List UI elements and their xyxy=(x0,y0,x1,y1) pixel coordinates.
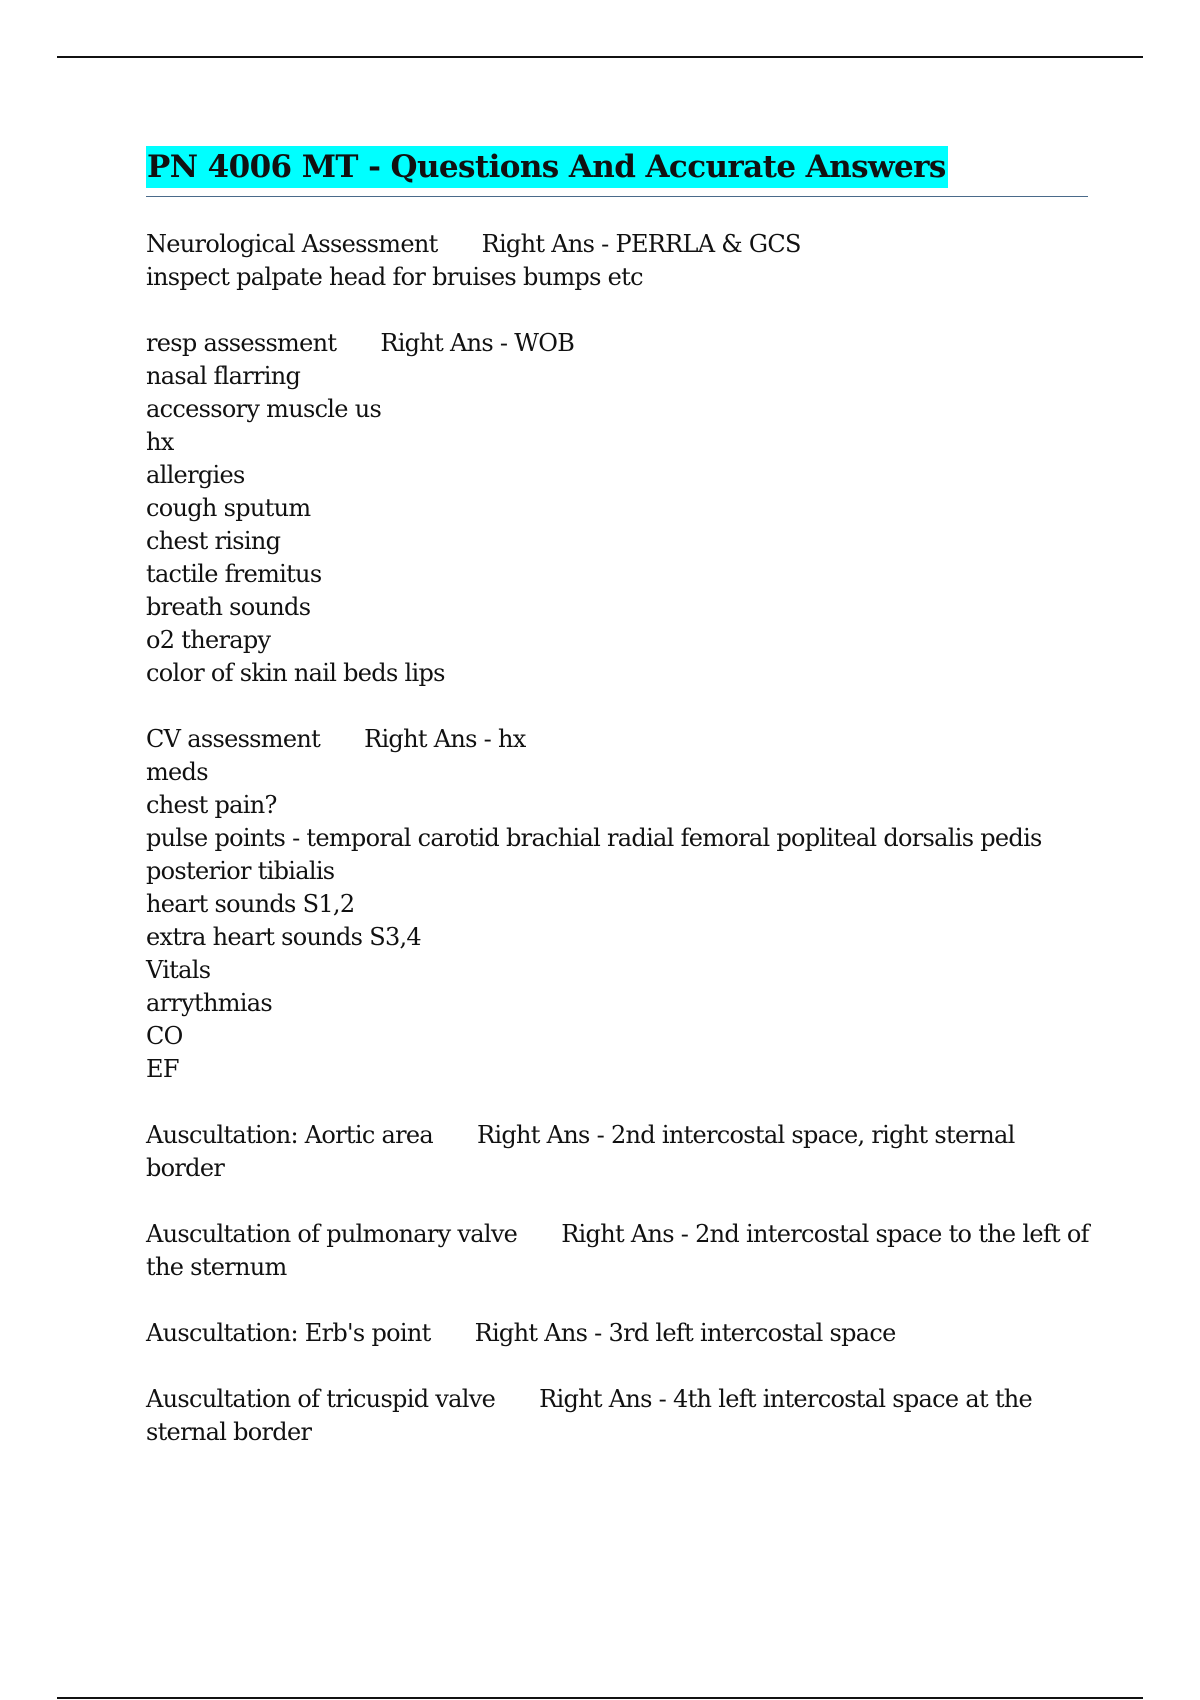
answer-text: 4th left intercostal space at the sternal border xyxy=(146,1385,1033,1446)
qa-first-line xyxy=(146,1317,1096,1350)
answer-text: hx xyxy=(498,725,526,753)
answer-line: chest pain? xyxy=(146,791,277,819)
answer-text: WOB xyxy=(514,329,575,357)
qa-item xyxy=(146,1218,1096,1284)
answer-line: meds xyxy=(146,758,208,786)
answer-line: nasal flarring xyxy=(146,362,301,390)
answer-text: 3rd left intercostal space xyxy=(608,1319,896,1347)
answer-line: color of skin nail beds lips xyxy=(146,659,445,687)
qa-item xyxy=(146,1119,1096,1185)
question-text: resp assessment xyxy=(146,329,337,357)
answer-text: 2nd intercostal space to the left of the sternum xyxy=(146,1220,1089,1281)
question-text: CV assessment xyxy=(146,725,321,753)
answer-line: tactile fremitus xyxy=(146,560,322,588)
question-text: Auscultation: Erb's point xyxy=(146,1319,431,1347)
answer-line: chest rising xyxy=(146,527,281,555)
question-text: Neurological Assessment xyxy=(146,230,438,258)
page-bottom-rule xyxy=(57,1697,1143,1699)
answer-line: CO xyxy=(146,1022,183,1050)
page-title: PN 4006 MT - Questions And Accurate Answers xyxy=(146,146,948,188)
answer-line: breath sounds xyxy=(146,593,311,621)
answer-text: PERRLA & GCS xyxy=(615,230,801,258)
answer-line: allergies xyxy=(146,461,245,489)
qa-item xyxy=(146,723,1096,1086)
answer-line: extra heart sounds S3,4 xyxy=(146,923,422,951)
qa-item xyxy=(146,1317,1096,1350)
qa-item xyxy=(146,1383,1096,1449)
answer-line: Vitals xyxy=(146,956,211,984)
answer-prefix: Right Ans - xyxy=(481,230,616,258)
question-text: Auscultation: Aortic area xyxy=(146,1121,434,1149)
answer-prefix: Right Ans - xyxy=(364,725,498,753)
answer-line: arrythmias xyxy=(146,989,272,1017)
qa-first-line xyxy=(146,723,1096,756)
answer-line: o2 therapy xyxy=(146,626,271,654)
answer-line: hx xyxy=(146,428,174,456)
answer-line: pulse points - temporal carotid brachial radial femoral popliteal dorsalis pedis posterior tibialis xyxy=(146,824,1042,885)
question-text: Auscultation of pulmonary valve xyxy=(146,1220,518,1248)
answer-prefix: Right Ans - xyxy=(380,329,515,357)
answer-prefix: Right Ans - xyxy=(474,1319,609,1347)
qa-item xyxy=(146,228,1096,294)
answer-line: EF xyxy=(146,1055,179,1083)
answer-line: accessory muscle us xyxy=(146,395,382,423)
qa-first-line xyxy=(146,1218,1096,1284)
title-underline xyxy=(146,196,1088,197)
page-top-rule xyxy=(57,56,1143,58)
question-text: Auscultation of tricuspid valve xyxy=(146,1385,496,1413)
title-block xyxy=(146,146,1088,197)
qa-first-line xyxy=(146,1119,1096,1185)
answer-line: inspect palpate head for bruises bumps etc xyxy=(146,263,643,291)
answer-line: heart sounds S1,2 xyxy=(146,890,355,918)
qa-item xyxy=(146,327,1096,690)
qa-first-line xyxy=(146,1383,1096,1449)
answer-text: 2nd intercostal space, right sternal border xyxy=(146,1121,1015,1182)
qa-list xyxy=(146,228,1096,1482)
answer-line: cough sputum xyxy=(146,494,311,522)
answer-prefix: Right Ans - xyxy=(539,1385,674,1413)
answer-prefix: Right Ans - xyxy=(561,1220,696,1248)
qa-first-line xyxy=(146,327,1096,360)
qa-first-line xyxy=(146,228,1096,261)
answer-prefix: Right Ans - xyxy=(477,1121,611,1149)
